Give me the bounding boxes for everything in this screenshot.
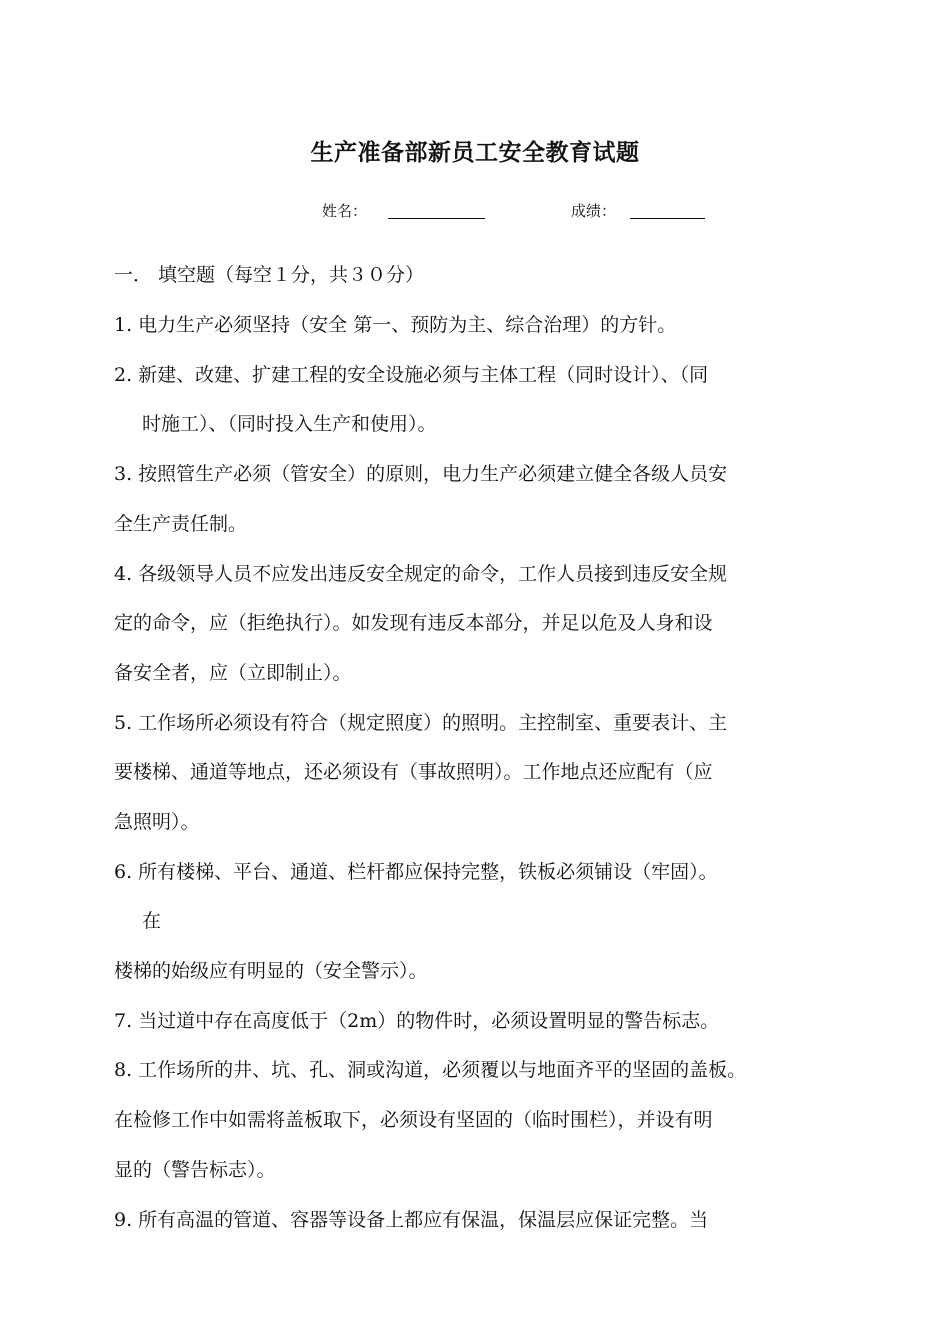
question-line: 5. 工作场所必须设有符合（规定照度）的照明。主控制室、重要表计、主 bbox=[114, 712, 728, 734]
question-line: 楼梯的始级应有明显的（安全警示）。 bbox=[114, 960, 428, 982]
question-line: 显的（警告标志）。 bbox=[114, 1159, 276, 1181]
name-blank[interactable] bbox=[388, 202, 485, 219]
question-line: 6. 所有楼梯、平台、通道、栏杆都应保持完整，铁板必须铺设（牢固）。 bbox=[114, 861, 718, 883]
question-line: 时施工）、（同时投入生产和使用）。 bbox=[142, 413, 437, 435]
question-line: 全生产责任制。 bbox=[114, 513, 248, 535]
question-line: 8. 工作场所的井、坑、孔、洞或沟道，必须覆以与地面齐平的坚固的盖板。 bbox=[114, 1059, 747, 1081]
score-label: 成绩： bbox=[571, 202, 617, 220]
question-line: 急照明）。 bbox=[114, 811, 200, 833]
section-heading: 一． 填空题（每空１分，共３０分） bbox=[114, 264, 425, 286]
question-line: 备安全者，应（立即制止）。 bbox=[114, 662, 352, 684]
score-field-group bbox=[571, 200, 616, 221]
question-line: 要楼梯、通道等地点，还必须设有（事故照明）。工作地点还应配有（应 bbox=[114, 761, 713, 783]
document-title: 生产准备部新员工安全教育试题 bbox=[310, 140, 640, 166]
question-line: 在检修工作中如需将盖板取下，必须设有坚固的（临时围栏），并设有明 bbox=[114, 1109, 713, 1131]
name-field-group bbox=[322, 200, 367, 221]
question-line: 9. 所有高温的管道、容器等设备上都应有保温，保温层应保证完整。当 bbox=[114, 1209, 709, 1231]
score-blank[interactable] bbox=[630, 202, 705, 219]
question-line: 3. 按照管生产必须（管安全）的原则，电力生产必须建立健全各级人员安 bbox=[114, 463, 728, 485]
question-line: 2. 新建、改建、扩建工程的安全设施必须与主体工程（同时设计）、（同 bbox=[114, 364, 709, 386]
question-line: 7. 当过道中存在高度低于（2m）的物件时，必须设置明显的警告标志。 bbox=[114, 1010, 720, 1032]
name-label: 姓名： bbox=[322, 202, 368, 220]
question-line: 定的命令，应（拒绝执行）。如发现有违反本部分，并足以危及人身和设 bbox=[114, 612, 713, 634]
question-line: 1. 电力生产必须坚持（安全 第一、预防为主、综合治理）的方针。 bbox=[114, 314, 677, 336]
question-line: 4. 各级领导人员不应发出违反安全规定的命令，工作人员接到违反安全规 bbox=[114, 563, 728, 585]
question-line: 在 bbox=[142, 910, 162, 932]
